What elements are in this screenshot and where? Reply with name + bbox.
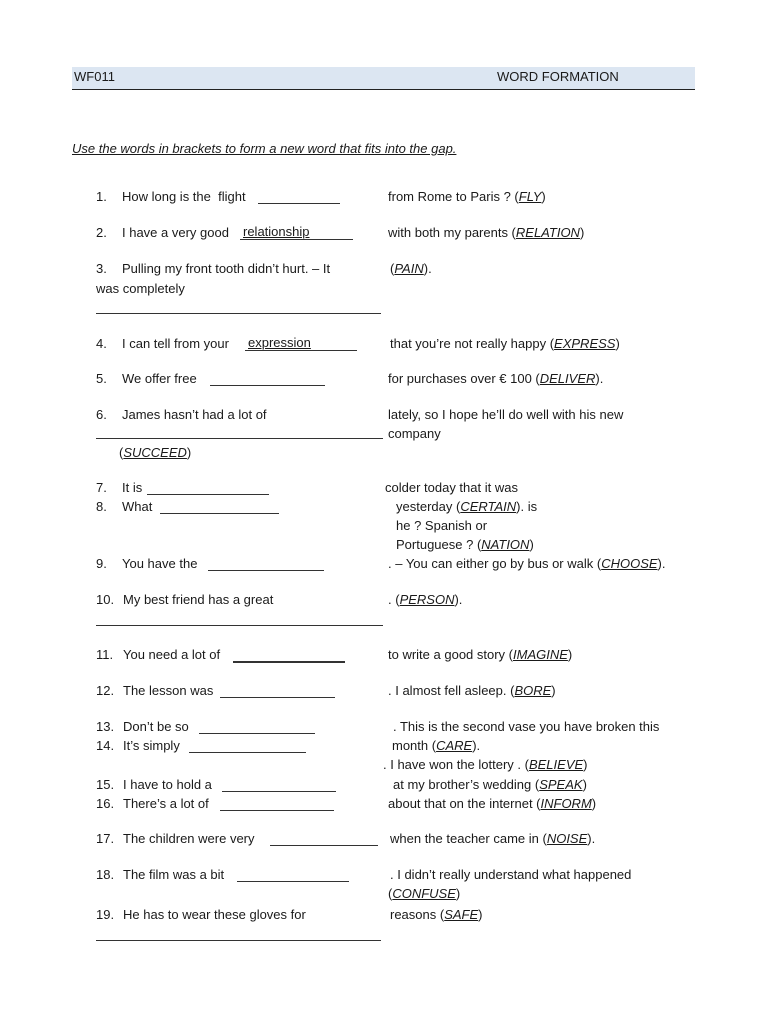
question-number: 3. — [96, 261, 107, 276]
question-number: 1. — [96, 189, 107, 204]
question-text: My best friend has a great — [123, 592, 274, 607]
question-continuation: yesterday (CERTAIN). is — [396, 499, 538, 514]
question-text: Pulling my front tooth didn’t hurt. – It — [122, 261, 331, 276]
answer-blank[interactable] — [96, 940, 381, 941]
answer-blank[interactable] — [96, 313, 381, 314]
question-number: 18. — [96, 867, 115, 882]
question-text: I can tell from your — [122, 336, 229, 351]
question-number: 6. — [96, 407, 107, 422]
question-continuation: to write a good story (IMAGINE) — [388, 647, 573, 662]
instructions: Use the words in brackets to form a new word that fits into the gap. — [72, 141, 457, 156]
question-continuation: lately, so I hope he’ll do well with his new — [388, 407, 624, 422]
question-continuation-2: month (CARE). — [392, 738, 481, 753]
question-text: We offer free — [122, 371, 197, 386]
hint-word: NOISE — [546, 831, 588, 846]
hint-word: BELIEVE — [528, 757, 584, 772]
question-continuation: colder today that it was — [385, 480, 518, 495]
question-continuation: at my brother’s wedding (SPEAK) — [393, 777, 587, 792]
question-text: The lesson was — [123, 683, 214, 698]
question-text: What — [122, 499, 153, 514]
question-number: 16. — [96, 796, 115, 811]
filled-answer: relationship — [243, 224, 310, 239]
hint-word: PERSON — [399, 592, 455, 607]
question-continuation: that you’re not really happy (EXPRESS) — [390, 336, 620, 351]
hint-word: CONFUSE — [392, 886, 456, 901]
question-continuation: with both my parents (RELATION) — [388, 225, 585, 240]
question-number: 19. — [96, 907, 115, 922]
question-number: 4. — [96, 336, 107, 351]
answer-blank[interactable] — [147, 494, 269, 495]
question-number: 14. — [96, 738, 115, 753]
hint-word: EXPRESS — [554, 336, 616, 351]
hint-word: SUCCEED — [123, 445, 187, 460]
question-text: The film was a bit — [123, 867, 225, 882]
hint-word: BORE — [514, 683, 552, 698]
hint-word: DELIVER — [539, 371, 596, 386]
question-continuation: (PAIN). — [390, 261, 432, 276]
question-number: 2. — [96, 225, 107, 240]
question-number: 17. — [96, 831, 115, 846]
hint-word: CHOOSE — [601, 556, 658, 571]
question-text: You have the — [122, 556, 198, 571]
question-text: There’s a lot of — [123, 796, 209, 811]
question-number: 5. — [96, 371, 107, 386]
question-continuation-2: he ? Spanish or — [396, 518, 488, 533]
hint-word: SAFE — [444, 907, 479, 922]
question-number: 15. — [96, 777, 115, 792]
worksheet-code: WF011 — [74, 69, 115, 84]
question-number: 13. — [96, 719, 115, 734]
answer-blank[interactable] — [237, 881, 349, 882]
question-continuation: . I didn’t really understand what happened — [390, 867, 632, 882]
worksheet-title: WORD FORMATION — [497, 69, 619, 84]
header-bar — [72, 67, 695, 90]
answer-blank[interactable] — [96, 438, 383, 439]
answer-blank[interactable] — [220, 697, 335, 698]
question-text: James hasn’t had a lot of — [122, 407, 267, 422]
question-continuation: about that on the internet (INFORM) — [388, 796, 597, 811]
hint-word: RELATION — [515, 225, 580, 240]
question-continuation: . – You can either go by bus or walk (CHOOSE). — [388, 556, 666, 571]
answer-blank[interactable] — [210, 385, 325, 386]
question-hint-line: (CONFUSE) — [388, 886, 461, 901]
answer-blank[interactable] — [233, 661, 345, 663]
answer-blank[interactable] — [189, 752, 306, 753]
question-text: You need a lot of — [123, 647, 221, 662]
answer-blank[interactable] — [199, 733, 315, 734]
question-number: 11. — [96, 647, 114, 662]
answer-blank[interactable] — [222, 791, 336, 792]
hint-word: IMAGINE — [513, 647, 568, 662]
answer-blank[interactable] — [208, 570, 324, 571]
hint-word: INFORM — [540, 796, 592, 811]
question-number: 10. — [96, 592, 115, 607]
question-text: I have to hold a — [123, 777, 212, 792]
hint-word: FLY — [518, 189, 542, 204]
question-text: I have a very good — [122, 225, 229, 240]
filled-answer: expression — [248, 335, 311, 350]
question-number: 7. — [96, 480, 107, 495]
question-continuation: reasons (SAFE) — [390, 907, 483, 922]
answer-blank[interactable] — [258, 203, 340, 204]
hint-word: NATION — [481, 537, 530, 552]
question-text: The children were very — [123, 831, 255, 846]
question-continuation: . I almost fell asleep. (BORE) — [388, 683, 556, 698]
question-continuation: for purchases over € 100 (DELIVER). — [388, 371, 604, 386]
answer-blank[interactable] — [96, 625, 383, 626]
question-continuation: from Rome to Paris ? (FLY) — [388, 189, 546, 204]
question-continuation-2: company — [388, 426, 441, 441]
question-text: It’s simply — [123, 738, 180, 753]
question-continuation: . This is the second vase you have broken this — [393, 719, 660, 734]
answer-blank[interactable] — [270, 845, 378, 846]
question-continuation-3: Portuguese ? (NATION) — [396, 537, 534, 552]
question-hint-line: (SUCCEED) — [119, 445, 192, 460]
question-text-cont: was completely — [96, 281, 185, 296]
question-continuation: . (PERSON). — [388, 592, 463, 607]
question-text: It is — [122, 480, 143, 495]
question-text: He has to wear these gloves for — [123, 907, 306, 922]
hint-word: CERTAIN — [460, 499, 517, 514]
question-number: 9. — [96, 556, 107, 571]
question-text: How long is the flight — [122, 189, 246, 204]
answer-blank[interactable] — [220, 810, 334, 811]
hint-word: PAIN — [394, 261, 424, 276]
question-number: 8. — [96, 499, 107, 514]
hint-word: SPEAK — [539, 777, 583, 792]
hint-word: CARE — [436, 738, 473, 753]
question-continuation: . I have won the lottery . (BELIEVE) — [383, 757, 588, 772]
question-continuation: when the teacher came in (NOISE). — [390, 831, 596, 846]
answer-blank[interactable] — [160, 513, 279, 514]
question-text: Don’t be so — [123, 719, 189, 734]
question-number: 12. — [96, 683, 115, 698]
